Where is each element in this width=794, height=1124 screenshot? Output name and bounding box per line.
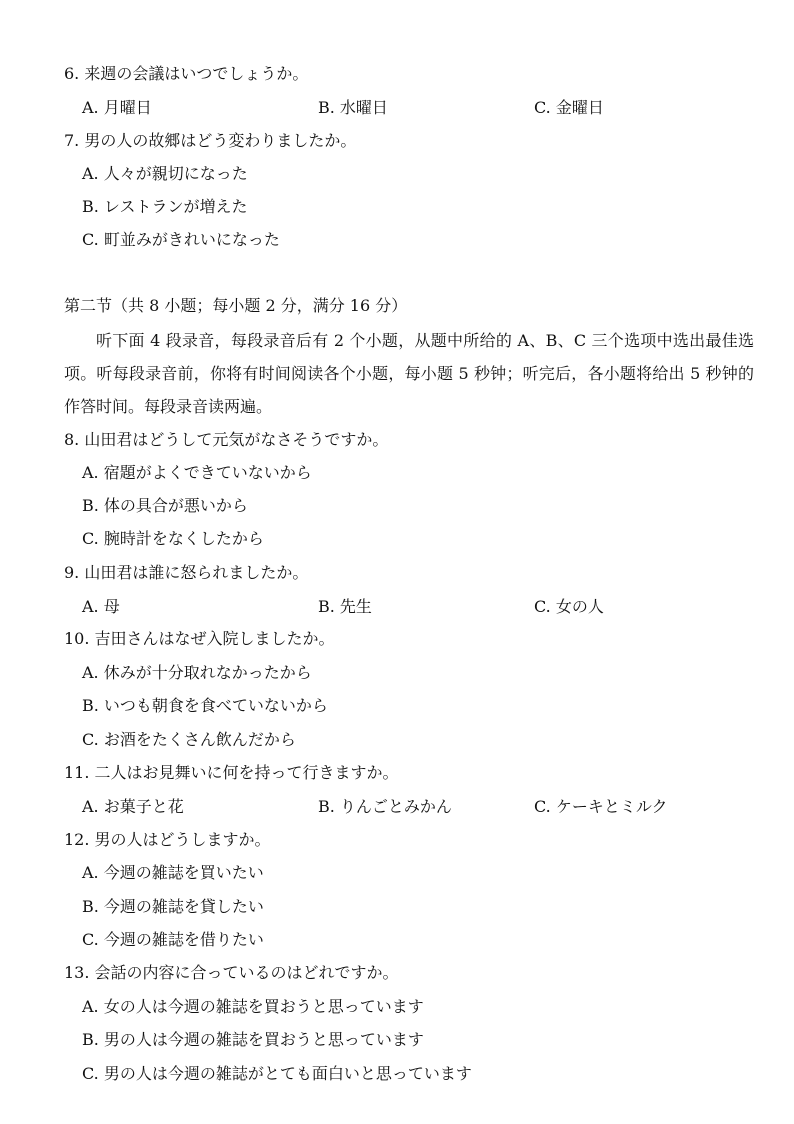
option-10c: C. お酒をたくさん飲んだから — [82, 730, 296, 749]
option-7b: B. レストランが増えた — [82, 197, 248, 216]
option-12b: B. 今週の雑誌を貸したい — [82, 897, 264, 916]
question-9: 9. 山田君は誰に怒られましたか。 — [64, 563, 309, 582]
option-7a: A. 人々が親切になった — [82, 164, 248, 183]
question-8: 8. 山田君はどうして元気がなさそうですか。 — [64, 430, 389, 449]
question-11: 11. 二人はお見舞いに何を持って行きますか。 — [64, 763, 399, 782]
option-6c: C. 金曜日 — [534, 98, 604, 117]
option-7c: C. 町並みがきれいになった — [82, 230, 280, 249]
section-heading: 第二节（共 8 小题；每小题 2 分，满分 16 分） — [64, 296, 408, 315]
option-6b: B. 水曜日 — [318, 98, 388, 117]
option-10a: A. 休みが十分取れなかったから — [82, 663, 312, 682]
option-10b: B. いつも朝食を食べていないから — [82, 696, 328, 715]
option-11c: C. ケーキとミルク — [534, 797, 668, 816]
question-7: 7. 男の人の故郷はどう変わりましたか。 — [64, 131, 357, 150]
section-instructions: 听下面 4 段录音，每段录音后有 2 个小题，从题中所给的 A、B、C 三个选项中选出最佳选项。听每段录音前，你将有时间阅读各个小题，每小题 5 秒钟；听完后，各小题将给出 5 秒钟的作答时间。每段录音读两遍。 — [64, 331, 754, 416]
option-13b: B. 男の人は今週の雑誌を買おうと思っています — [82, 1030, 424, 1049]
option-13a: A. 女の人は今週の雑誌を買おうと思っています — [82, 997, 424, 1016]
question-6: 6. 来週の会議はいつでしょうか。 — [64, 64, 309, 83]
question-13: 13. 会話の内容に合っているのはどれですか。 — [64, 963, 399, 982]
option-8c: C. 腕時計をなくしたから — [82, 529, 264, 548]
option-8b: B. 体の具合が悪いから — [82, 496, 248, 515]
option-13c: C. 男の人は今週の雑誌がとても面白いと思っています — [82, 1064, 472, 1083]
option-9c: C. 女の人 — [534, 597, 604, 616]
option-11a: A. お菓子と花 — [82, 797, 184, 816]
question-12: 12. 男の人はどうしますか。 — [64, 830, 271, 849]
option-8a: A. 宿題がよくできていないから — [82, 463, 312, 482]
option-11b: B. りんごとみかん — [318, 797, 452, 816]
option-12c: C. 今週の雑誌を借りたい — [82, 930, 264, 949]
option-9a: A. 母 — [82, 597, 120, 616]
option-9b: B. 先生 — [318, 597, 372, 616]
option-12a: A. 今週の雑誌を買いたい — [82, 863, 264, 882]
question-10: 10. 吉田さんはなぜ入院しましたか。 — [64, 629, 335, 648]
option-6a: A. 月曜日 — [82, 98, 152, 117]
